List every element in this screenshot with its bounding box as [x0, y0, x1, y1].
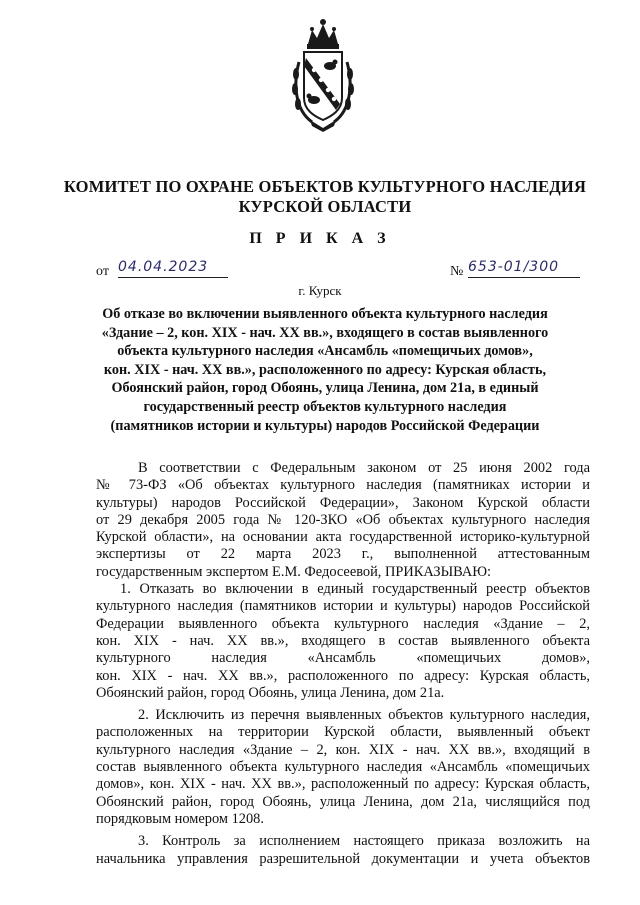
- organization-name-line2: КУРСКОЙ ОБЛАСТИ: [238, 197, 412, 216]
- text-line: культурного наследия «Ансамбль «помещичьих домов»,: [96, 650, 590, 667]
- order-subject: [100, 305, 550, 435]
- organization-name-line1: КОМИТЕТ ПО ОХРАНЕ ОБЪЕКТОВ КУЛЬТУРНОГО НАСЛЕДИЯ: [63, 177, 587, 196]
- text-line: от 29 декабря 2005 года № 120-ЗКО «Об объектах культурного наследия: [96, 511, 590, 528]
- preamble-paragraph: [96, 460, 590, 581]
- text-line: состав выявленного объекта культурного наследия «Ансамбль «помещичьих: [96, 759, 590, 776]
- subject-line: Обоянский район, город Обоянь, улица Ленина, дом 21а, в единый: [111, 380, 539, 397]
- coat-of-arms-emblem: [290, 14, 356, 132]
- date-value: 04.04.2023: [118, 259, 228, 278]
- text-line: Курской области», на основании акта государственной историко-культурной: [96, 529, 590, 546]
- subject-line: Об отказе во включении выявленного объекта культурного наследия: [102, 306, 548, 322]
- text-line: Обоянский район, город Обоянь, улица Ленина, дом 21а, числящийся под: [96, 793, 590, 810]
- order-item-3: [96, 833, 590, 868]
- document-number-value: 653-01/300: [468, 259, 580, 278]
- date-label: от: [96, 264, 109, 279]
- subject-line: объекта культурного наследия «Ансамбль «помещичьих домов»,: [117, 343, 533, 360]
- text-line: порядковым номером 1208.: [96, 810, 264, 827]
- order-body: [96, 460, 590, 868]
- order-item-1: [96, 581, 590, 702]
- text-line: культурного наследия (памятников истории и культуры) народов Российской: [96, 598, 590, 615]
- city-label: г. Курск: [298, 283, 342, 298]
- text-line: Обоянский район, город Обоянь, улица Ленина, дом 21а.: [96, 684, 445, 701]
- text-line: В соответствии с Федеральным законом от 25 июня 2002 года: [138, 460, 590, 476]
- text-line: культурного наследия «Здание – 2, кон. XIX - нач. XX вв.», входящий в: [96, 741, 590, 758]
- number-label: №: [450, 264, 464, 279]
- text-line: № 73-ФЗ «Об объектах культурного наследия (памятниках истории и: [96, 477, 590, 494]
- subject-line: кон. XIX - нач. XX вв.», расположенного по адресу: Курская область,: [103, 361, 547, 378]
- text-line: кон. XIX - нач. XX вв.», входящего в состав выявленного объекта: [96, 632, 590, 649]
- subject-line: «Здание – 2, кон. XIX - нач. XX вв.», входящего в состав выявленного: [101, 324, 549, 341]
- text-line: 1. Отказать во включении в единый государственный реестр объектов: [120, 581, 590, 598]
- text-line: начальника управления разрешительной документации и учета объектов: [96, 850, 590, 867]
- text-line: кон. XIX - нач. XX вв.», расположенного по адресу: Курская область,: [96, 667, 590, 684]
- text-line: Федерации выявленного объекта культурного наследия «Здание – 2,: [96, 615, 590, 632]
- document-type-title: П Р И К А З: [249, 230, 391, 247]
- text-line: расположенных на территории Курской области, выявленный объект: [96, 724, 590, 741]
- text-line: государственным экспертом Е.М. Федосеевой, ПРИКАЗЫВАЮ:: [96, 563, 492, 580]
- text-line: 2. Исключить из перечня выявленных объектов культурного наследия,: [138, 707, 590, 724]
- subject-line: (памятников истории и культуры) народов Российской Федерации: [110, 417, 540, 434]
- text-line: 3. Контроль за исполнением настоящего приказа возложить на: [138, 833, 590, 850]
- text-line: культуры) народов Российской Федерации», Законом Курской области: [96, 494, 590, 511]
- order-item-2: [96, 707, 590, 828]
- subject-line: государственный реестр объектов культурного наследия: [143, 398, 507, 415]
- text-line: домов», кон. XIX - нач. XX вв.», расположенный по адресу: Курская область,: [96, 776, 590, 793]
- text-line: экспертизы от 22 марта 2023 г., выполненной аттестованным: [96, 546, 590, 563]
